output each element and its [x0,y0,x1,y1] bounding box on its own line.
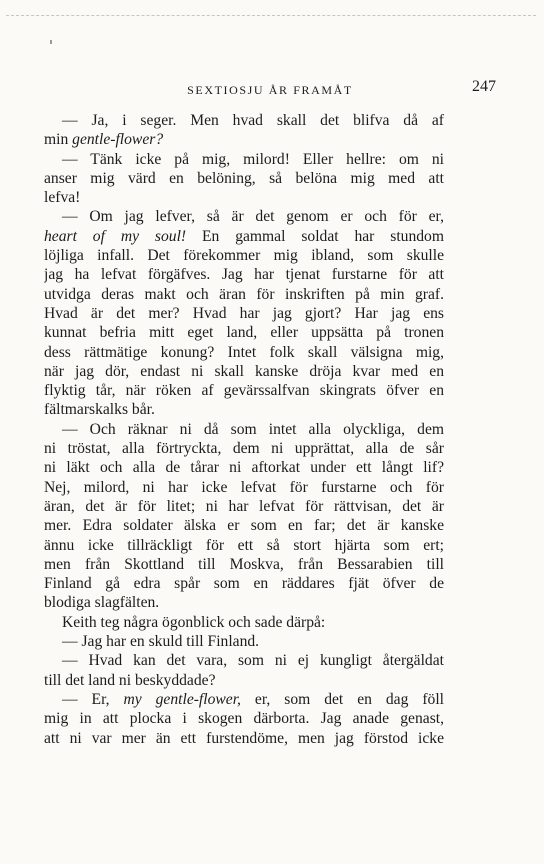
text-line [44,729,444,748]
text-line [44,497,444,516]
text-segment: En gammal soldat har stundom [186,227,444,245]
text-segment: äran, det är för litet; ni har lefvat för rättvisan, det är [44,497,444,515]
text-line [44,671,444,690]
text-line [44,227,444,246]
body-text [44,111,444,748]
text-line [44,458,444,477]
text-segment: men från Skottland till Moskva, från Bessarabien till [44,555,444,573]
text-line [44,188,444,207]
text-line [44,381,444,400]
text-line [44,536,444,555]
text-line [44,130,444,149]
text-line [44,420,444,439]
text-line [44,632,444,651]
page-number: 247 [472,78,496,95]
text-segment: Hvad är det mer? Hvad har jag gjort? Har jag ens [44,304,444,322]
text-segment: flyktig tår, när röken af gevärssalfvan skingrats öfver en [44,382,444,400]
scan-mark [50,40,52,44]
text-segment: — Er, [62,690,124,708]
text-line [44,593,444,612]
italic-phrase: my gentle-flower, [123,690,241,708]
text-line [44,323,444,342]
text-segment: ni tröstat, alla förtryckta, dem ni upprättat, alla de sår [44,440,444,458]
text-line [44,613,444,632]
text-line [44,265,444,284]
italic-phrase: heart of my soul! [44,227,187,245]
text-line [44,246,444,265]
text-line [44,362,444,381]
text-line [44,400,444,419]
top-scan-rule [6,15,536,16]
text-segment: — Och räknar ni då som intet alla olyckliga, dem [62,420,444,438]
text-segment: Keith teg några ögonblick och sade därpå: [62,613,326,631]
text-segment: blodiga slagfälten. [44,594,160,612]
text-segment: ännu icke tillräckligt för ett så stort hjärta som ert; [44,536,444,554]
text-segment: er, som det en dag föll [240,690,444,708]
text-line [44,304,444,323]
text-segment: — Tänk icke på mig, milord! Eller hellre: om ni [62,150,444,168]
text-line [44,150,444,169]
text-segment: Finland gå edra spår som en räddares fjät öfver de [44,575,444,593]
text-segment: fältmarskalks bår. [44,401,155,419]
text-line [44,709,444,728]
text-line [44,478,444,497]
text-segment: dess rättmätige konung? Intet folk skall välsigna mig, [44,343,444,361]
text-segment: anser mig värd en belöning, så belöna mig med att [44,169,444,187]
text-line [44,439,444,458]
text-segment: jag ha lefvat förgäfves. Jag har tjenat furstarne för att [44,266,444,284]
text-line [44,169,444,188]
text-segment: utvidga deras makt och äran för inskriften på min graf. [44,285,444,303]
running-title: SEXTIOSJU ÅR FRAMÅT [187,83,353,97]
text-line [44,690,444,709]
text-line [44,651,444,670]
text-segment: mer. Edra soldater älska er som en far; det är kanske [44,517,444,535]
text-line [44,555,444,574]
text-segment: när jag dör, endast ni skall kanske dröja kvar med en [44,362,444,380]
text-segment: — Hvad kan det vara, som ni ej kungligt återgäldat [62,652,444,670]
text-segment: ni läkt och alla de tårar ni aftorkat under ett långt lif? [44,459,444,477]
italic-phrase: gentle-flower? [72,131,164,149]
text-segment: — Jag har en skuld till Finland. [62,633,260,651]
text-segment: Nej, milord, ni har icke lefvat för furstarne och för [44,478,444,496]
text-segment: att ni var mer än ett furstendöme, men jag förstod icke [44,729,444,747]
text-segment: lefva! [44,189,81,207]
text-line [44,516,444,535]
text-line [44,285,444,304]
text-segment: — Om jag lefver, så är det genom er och för er, [62,208,444,226]
text-segment: till det land ni beskyddade? [44,671,216,689]
text-line [44,574,444,593]
text-segment: min [44,131,73,149]
text-line [44,111,444,130]
text-segment: — Ja, i seger. Men hvad skall det blifva då af [62,112,444,129]
text-segment: kunnat befria mitt eget land, eller uppsätta på tronen [44,324,444,342]
text-line [44,343,444,362]
text-segment: mig in att plocka i skogen därborta. Jag anade genast, [44,710,444,728]
text-segment: löjliga infall. Det förekommer mig ibland, som skulle [44,247,444,265]
text-line [44,207,444,226]
running-head [40,78,500,100]
